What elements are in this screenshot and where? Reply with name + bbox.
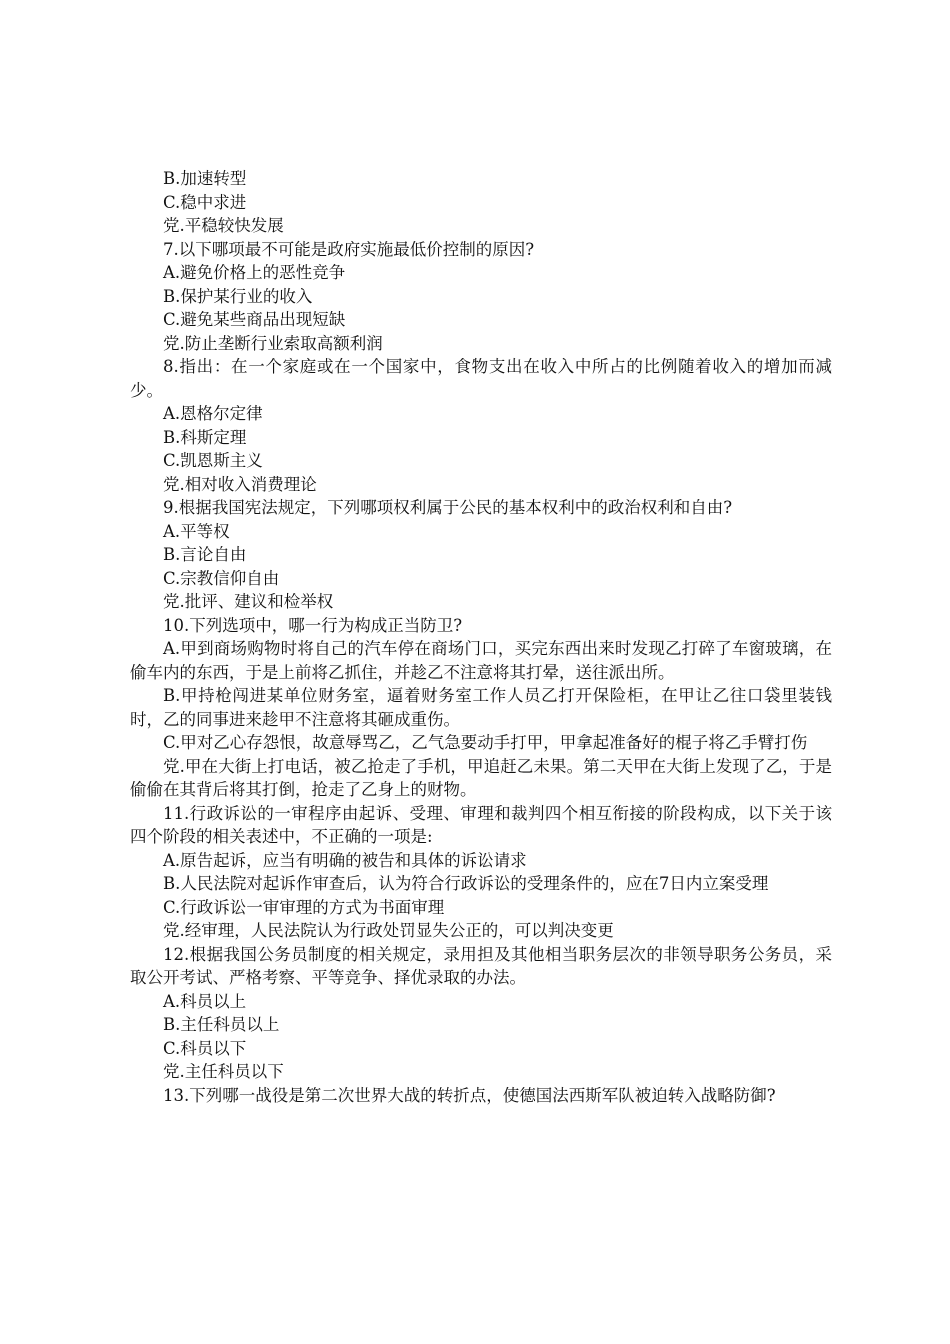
question-8-option-c: C.凯恩斯主义 (163, 451, 263, 470)
question-13: 13.下列哪一战役是第二次世界大战的转折点，使德国法西斯军队被迫转入战略防御? (163, 1085, 776, 1105)
question-8-option-a: A.恩格尔定律 (163, 404, 263, 423)
question-9-option-a: A.平等权 (163, 521, 230, 541)
question-10-option-a: A.甲到商场购物时将自己的汽车停在商场门口，买完东西出来时发现乙打碎了车窗玻璃，在偷车内的东西，于是上前将乙抓住，并趁乙不注意将其打晕，送往派出所。 (130, 639, 832, 682)
question-8-option-d: 党.相对收入消费理论 (163, 474, 317, 494)
question-7: 7.以下哪项最不可能是政府实施最低价控制的原因? (163, 239, 535, 259)
question-11-option-b: B.人民法院对起诉作审查后，认为符合行政诉讼的受理条件的，应在7日内立案受理 (163, 874, 769, 893)
question-9-option-c: C.宗教信仰自由 (163, 568, 280, 588)
question-12-option-d: 党.主任科员以下 (163, 1062, 284, 1081)
document-body (130, 167, 832, 1107)
question-12-option-c: C.科员以下 (163, 1038, 247, 1058)
question-12-option-a: A.科员以上 (163, 991, 247, 1011)
question-8: 8.指出：在一个家庭或在一个国家中，食物支出在收入中所占的比例随着收入的增加而减少。 (130, 357, 832, 400)
question-7-option-b: B.保护某行业的收入 (163, 286, 313, 306)
question-11-option-c: C.行政诉讼一审审理的方式为书面审理 (163, 897, 445, 917)
option-b-line: B.加速转型 (163, 169, 247, 188)
question-12: 12.根据我国公务员制度的相关规定，录用担及其他相当职务层次的非领导职务公务员，采取公开考试、严格考察、平等竞争、择优录取的办法。 (130, 944, 832, 987)
question-11: 11.行政诉讼的一审程序由起诉、受理、审理和裁判四个相互衔接的阶段构成，以下关于该四个阶段的相关表述中，不正确的一项是: (130, 803, 832, 846)
question-11-option-a: A.原告起诉，应当有明确的被告和具体的诉讼请求 (163, 850, 527, 870)
question-7-option-d: 党.防止垄断行业索取高额利润 (163, 333, 383, 353)
option-d-line: 党.平稳较快发展 (163, 216, 284, 235)
question-9-option-d: 党.批评、建议和检举权 (163, 592, 334, 611)
question-11-option-d: 党.经审理，人民法院认为行政处罚显失公正的，可以判决变更 (163, 921, 614, 940)
question-10-option-b: B.甲持枪闯进某单位财务室，逼着财务室工作人员乙打开保险柜，在甲让乙往口袋里装钱时，乙的同事进来趁甲不注意将其砸成重伤。 (130, 686, 832, 729)
question-9-option-b: B.言论自由 (163, 545, 247, 564)
question-10: 10.下列选项中，哪一行为构成正当防卫? (163, 615, 463, 635)
question-8-option-b: B.科斯定理 (163, 427, 247, 447)
question-7-option-c: C.避免某些商品出现短缺 (163, 310, 346, 329)
question-10-option-d: 党.甲在大街上打电话，被乙抢走了手机，甲追赶乙未果。第二天甲在大街上发现了乙，于是偷偷在其背后将其打倒，抢走了乙身上的财物。 (130, 756, 832, 799)
question-10-option-c: C.甲对乙心存怨恨，故意辱骂乙，乙气急要动手打甲，甲拿起准备好的棍子将乙手臂打伤 (163, 733, 808, 752)
question-9: 9.根据我国宪法规定，下列哪项权利属于公民的基本权利中的政治权利和自由? (163, 498, 733, 517)
question-12-option-b: B.主任科员以上 (163, 1015, 280, 1034)
question-7-option-a: A.避免价格上的恶性竞争 (163, 263, 346, 282)
option-c-line: C.稳中求进 (163, 192, 247, 212)
